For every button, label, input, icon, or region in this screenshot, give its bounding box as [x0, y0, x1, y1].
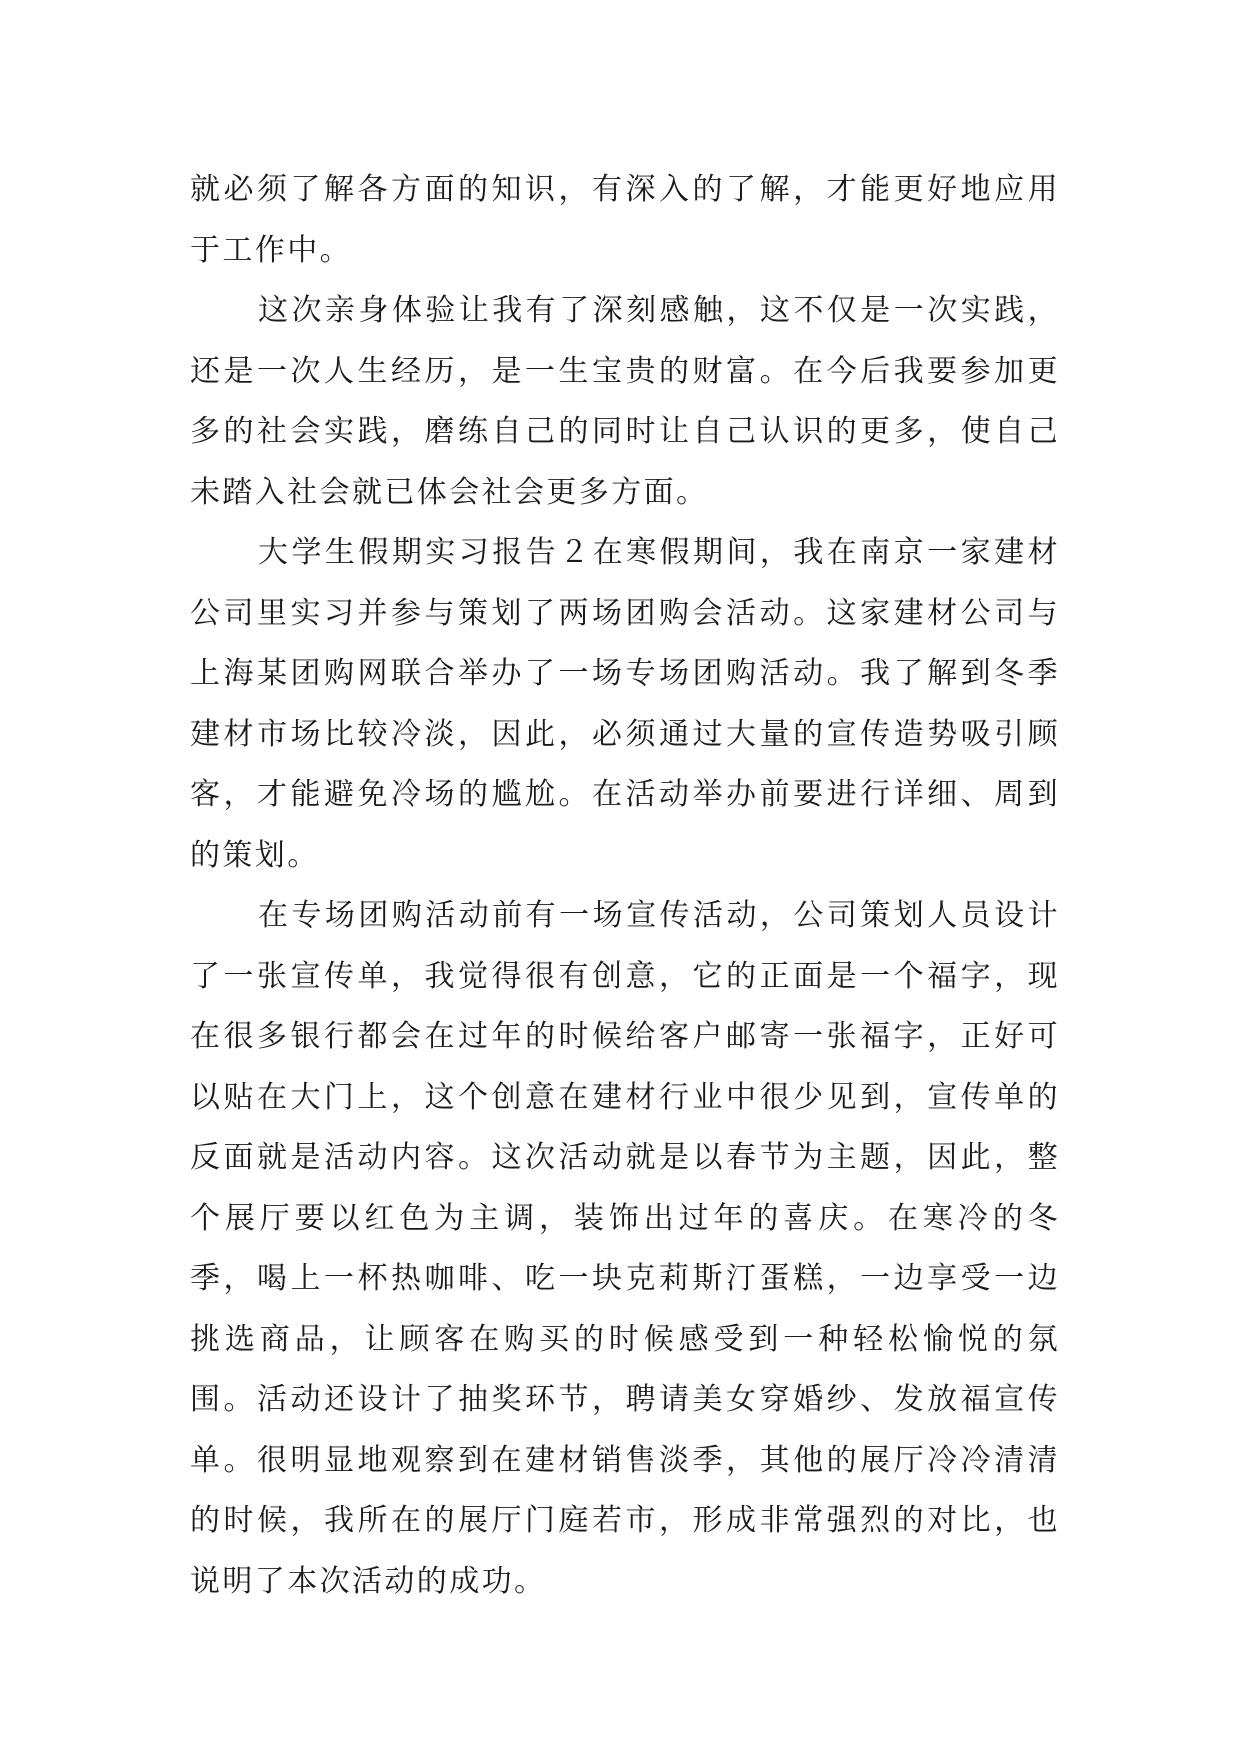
- paragraph-3: 大学生假期实习报告２在寒假期间，我在南京一家建材公司里实习并参与策划了两场团购会活动。这家建材公司与上海某团购网联合举办了一场专场团购活动。我了解到冬季建材市场比较冷淡，因此，必须通过大量的宣传造势吸引顾客，才能避免冷场的尴尬。在活动举办前要进行详细、周到的策划。: [190, 535, 1060, 873]
- paragraph-1: 就必须了解各方面的知识，有深入的了解，才能更好地应用于工作中。: [190, 172, 1060, 268]
- document-body: [190, 160, 1060, 1612]
- paragraph-2: 这次亲身体验让我有了深刻感触，这不仅是一次实践，还是一次人生经历，是一生宝贵的财富。在今后我要参加更多的社会实践，磨练自己的同时让自己认识的更多，使自己未踏入社会就已体会社会更多方面。: [190, 293, 1060, 510]
- paragraph-4: 在专场团购活动前有一场宣传活动，公司策划人员设计了一张宣传单，我觉得很有创意，它的正面是一个福字，现在很多银行都会在过年的时候给客户邮寄一张福字，正好可以贴在大门上，这个创意在建材行业中很少见到，宣传单的反面就是活动内容。这次活动就是以春节为主题，因此，整个展厅要以红色为主调，装饰出过年的喜庆。在寒冷的冬季，喝上一杯热咖啡、吃一块克莉斯汀蛋糕，一边享受一边挑选商品，让顾客在购买的时候感受到一种轻松愉悦的氛围。活动还设计了抽奖环节，聘请美女穿婚纱、发放福宣传单。很明显地观察到在建材销售淡季，其他的展厅冷冷清清的时候，我所在的展厅门庭若市，形成非常强烈的对比，也说明了本次活动的成功。: [190, 898, 1060, 1599]
